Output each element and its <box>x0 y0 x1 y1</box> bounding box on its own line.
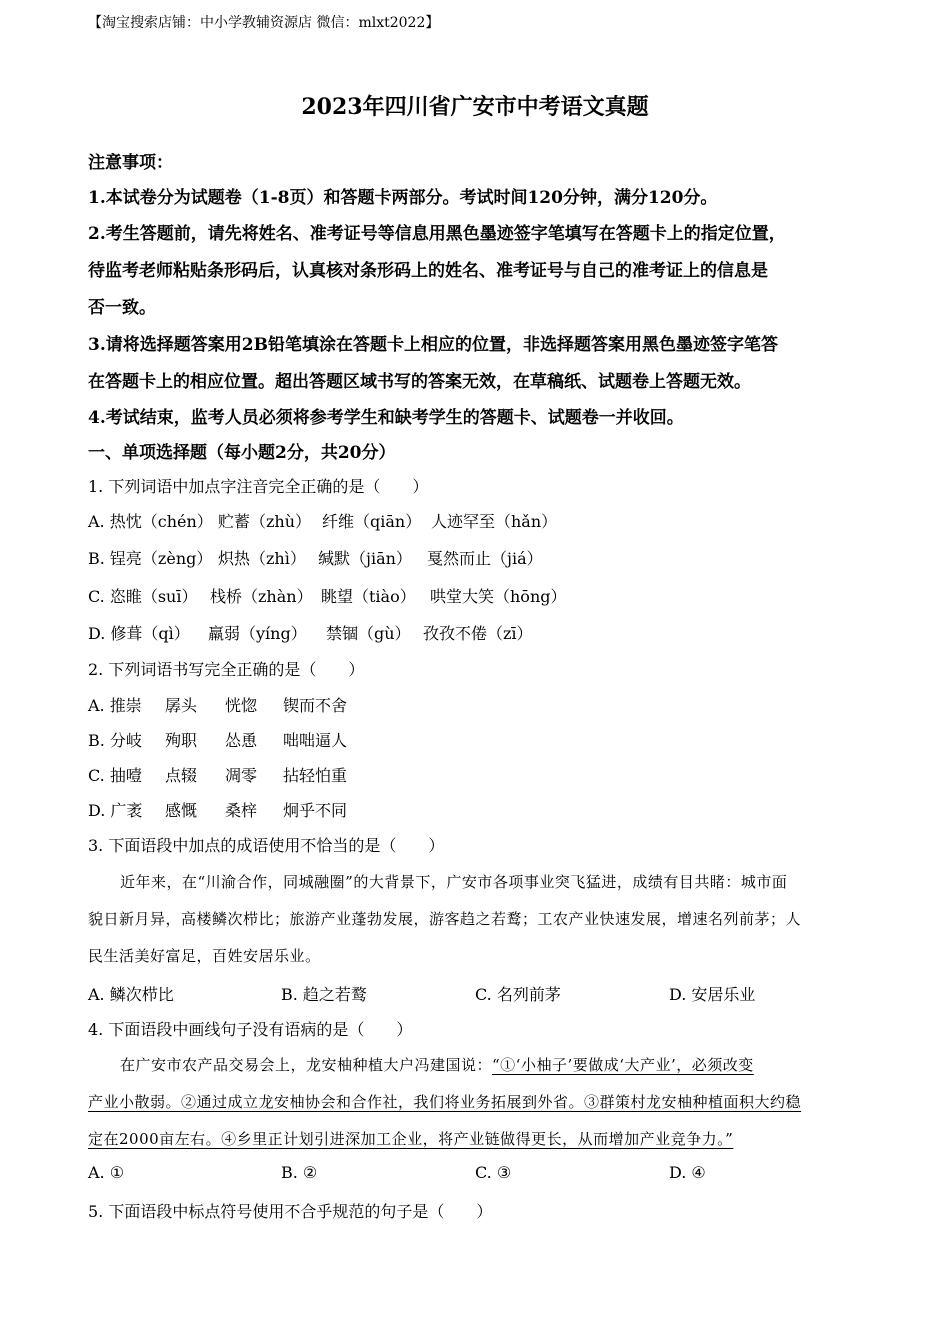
option-row <box>88 763 347 786</box>
passage-line: 貌日新月异，高楼鳞次栉比；旅游产业蓬勃发展，游客趋之若鹜；工农产业快速发展，增速名列前茅；人 <box>88 910 802 928</box>
option-item: C. 抽噎 <box>88 766 142 785</box>
option-item: 人迹罕至（hǎn） <box>431 512 558 531</box>
passage-lead: 在广安市农产品交易会上，龙安柚种植大户冯建国说： <box>120 1056 493 1074</box>
option-item: 哄堂大笑（hōng） <box>430 587 567 606</box>
option-row <box>88 584 567 607</box>
section-heading: 一、单项选择题（每小题2分，共20分） <box>88 443 396 463</box>
option-row <box>88 1163 706 1182</box>
notice-line: 在答题卡上的相应位置。超出答题区域书写的答案无效，在草稿纸、试题卷上答题无效。 <box>88 372 751 392</box>
question-stem: 2. 下列词语书写完全正确的是（ ） <box>88 660 365 679</box>
option-item: A. 鳞次栉比 <box>88 985 174 1004</box>
option-item: 眺望（tiào） <box>321 587 416 606</box>
option-item: A. 推崇 <box>88 696 142 715</box>
option-item: 栈桥（zhàn） <box>210 587 313 606</box>
passage-line <box>120 1054 754 1075</box>
underlined-sentence: 群策村龙安柚种植面积大约稳 <box>599 1093 802 1111</box>
option-item: C. 名列前茅 <box>475 985 561 1004</box>
option-item: A. 热忱（chén） <box>88 512 213 531</box>
option-item: 禁锢（gù） <box>326 624 411 643</box>
passage-line <box>88 1091 801 1112</box>
option-item: 咄咄逼人 <box>283 731 348 750</box>
option-item: 拈轻怕重 <box>283 766 348 785</box>
underlined-sentence: “①‘小柚子’要做成‘大产业’，必须改变 <box>492 1056 754 1074</box>
option-item: C. 恣睢（suī） <box>88 587 198 606</box>
notice-line: 2.考生答题前，请先将姓名、准考证号等信息用黑色墨迹签字笔填写在答题卡上的指定位置， <box>88 224 786 244</box>
option-item: B. ② <box>281 1163 318 1182</box>
notice-line: 1.本试卷分为试题卷（1-8页）和答题卡两部分。考试时间120分钟，满分120分。 <box>88 188 718 208</box>
option-item: 锲而不舍 <box>283 696 348 715</box>
option-item: 怂恿 <box>225 731 258 750</box>
option-item: 缄默（jiān） <box>318 549 412 568</box>
option-item: 贮蓄（zhù） <box>218 512 312 531</box>
underlined-sentence: 通过成立龙安柚协会和合作社，我们将业务拓展到外省。③ <box>196 1093 600 1111</box>
option-item: 殉职 <box>165 731 198 750</box>
option-item: 炽热（zhì） <box>218 549 306 568</box>
option-item: A. ① <box>88 1163 125 1182</box>
option-item: B. 分岐 <box>88 731 142 750</box>
option-item: B. 趋之若鹜 <box>281 985 367 1004</box>
question-stem: 5. 下面语段中标点符号使用不合乎规范的句子是（ ） <box>88 1202 493 1221</box>
option-row <box>88 728 347 751</box>
option-item: B. 锃亮（zèng） <box>88 549 213 568</box>
question-stem: 1. 下列词语中加点字注音完全正确的是（ ） <box>88 477 429 496</box>
notice-line: 否一致。 <box>88 298 156 318</box>
underlined-sentence: 产业小散弱。② <box>88 1093 197 1111</box>
option-item: 孱头 <box>165 696 198 715</box>
option-row <box>88 546 543 569</box>
header-note: 【淘宝搜索店铺：中小学教辅资源店 微信：mlxt2022】 <box>88 15 440 31</box>
option-item: 戛然而止（jiá） <box>427 549 543 568</box>
underlined-sentence: 定在2000亩左右。④乡里正计划引进深加工企业，将产业链做得更长，从而增加产业竞争力。” <box>88 1130 734 1148</box>
option-item: D. 安居乐业 <box>669 985 756 1004</box>
passage-line: 民生活美好富足，百姓安居乐业。 <box>88 947 321 965</box>
page-title: 2023年四川省广安市中考语文真题 <box>301 94 649 120</box>
option-item: 恍惚 <box>225 696 258 715</box>
option-item: 炯乎不同 <box>283 801 348 820</box>
option-item: 凋零 <box>225 766 258 785</box>
notice-line: 4.考试结束，监考人员必须将参考学生和缺考学生的答题卡、试题卷一并收回。 <box>88 408 684 428</box>
notice-line: 3.请将选择题答案用2B铅笔填涂在答题卡上相应的位置，非选择题答案用黑色墨迹签字笔答 <box>88 335 778 355</box>
option-row <box>88 798 347 821</box>
option-item: 羸弱（yíng） <box>208 624 307 643</box>
option-row <box>88 621 533 644</box>
option-row <box>88 693 347 716</box>
notice-heading: 注意事项： <box>88 153 173 173</box>
notice-line: 待监考老师粘贴条形码后，认真核对条形码上的姓名、准考证号与自己的准考证上的信息是 <box>88 261 768 281</box>
option-item: D. ④ <box>669 1163 706 1182</box>
option-item: D. 修葺（qì） <box>88 624 190 643</box>
option-item: 孜孜不倦（zī） <box>423 624 533 643</box>
option-row <box>88 509 557 532</box>
option-item: D. 广袤 <box>88 801 143 820</box>
question-stem: 4. 下面语段中画线句子没有语病的是（ ） <box>88 1020 413 1039</box>
passage-line <box>88 1128 733 1149</box>
option-row <box>88 982 755 1005</box>
option-item: 纤维（qiān） <box>322 512 422 531</box>
option-item: C. ③ <box>475 1163 512 1182</box>
passage-line: 近年来，在“川渝合作，同城融圈”的大背景下，广安市各项事业突飞猛进，成绩有目共睹：城市面 <box>120 873 788 891</box>
option-item: 点辍 <box>165 766 198 785</box>
question-stem: 3. 下面语段中加点的成语使用不恰当的是（ ） <box>88 836 445 855</box>
option-item: 感慨 <box>165 801 198 820</box>
option-item: 桑梓 <box>225 801 258 820</box>
